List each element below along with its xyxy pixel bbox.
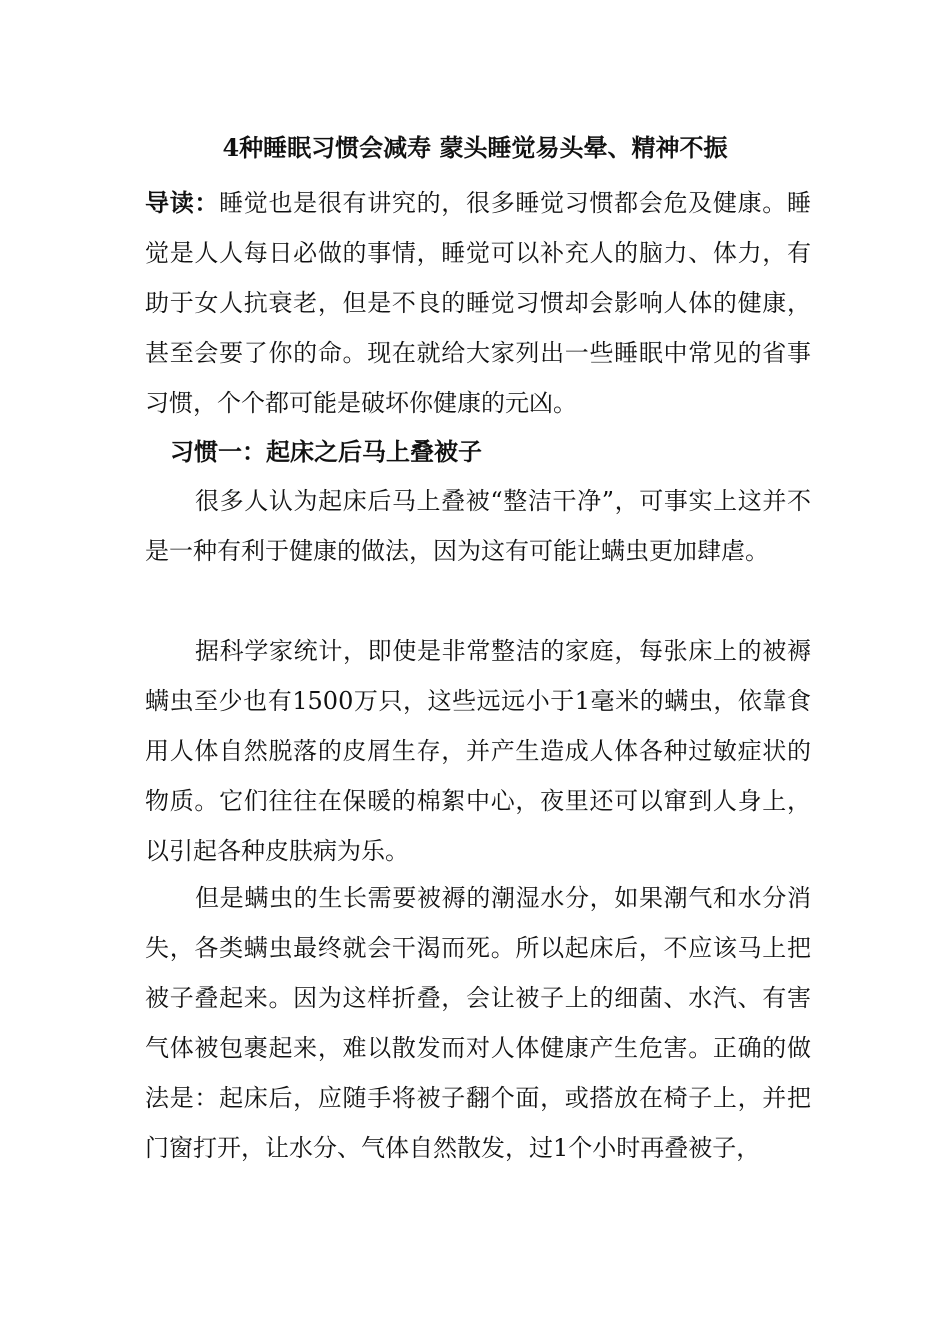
paragraph: 据科学家统计，即使是非常整洁的家庭，每张床上的被褥螨虫至少也有1500万只，这些远远小于1毫米的螨虫，依靠食用人体自然脱落的皮屑生存，并产生造成人体各种过敏症状的物质。它们往往在保暖的棉絮中心，夜里还可以窜到人身上，以引起各种皮肤病为乐。: [145, 637, 811, 865]
section-heading-habit-one: 习惯一：起床之后马上叠被子: [170, 437, 482, 466]
paragraph: 很多人认为起床后马上叠被“整洁干净”，可事实上这并不是一种有利于健康的做法，因为这有可能让螨虫更加肆虐。: [145, 487, 811, 565]
intro-paragraph: [145, 178, 811, 428]
paragraph: 但是螨虫的生长需要被褥的潮湿水分，如果潮气和水分消失，各类螨虫最终就会干渴而死。所以起床后，不应该马上把被子叠起来。因为这样折叠，会让被子上的细菌、水汽、有害气体被包裹起来，难以散发而对人体健康产生危害。正确的做法是：起床后，应随手将被子翻个面，或搭放在椅子上，并把门窗打开，让水分、气体自然散发，过1个小时再叠被子，: [145, 884, 811, 1162]
intro-label: 导读：: [145, 188, 220, 217]
page-title: 4种睡眠习惯会减寿 蒙头睡觉易头晕、精神不振: [222, 133, 728, 162]
intro-text: 睡觉也是很有讲究的，很多睡觉习惯都会危及健康。睡觉是人人每日必做的事情，睡觉可以补充人的脑力、体力，有助于女人抗衰老，但是不良的睡觉习惯却会影响人体的健康，甚至会要了你的命。现在就给大家列出一些睡眠中常见的省事习惯，个个都可能是破坏你健康的元凶。: [145, 189, 811, 417]
